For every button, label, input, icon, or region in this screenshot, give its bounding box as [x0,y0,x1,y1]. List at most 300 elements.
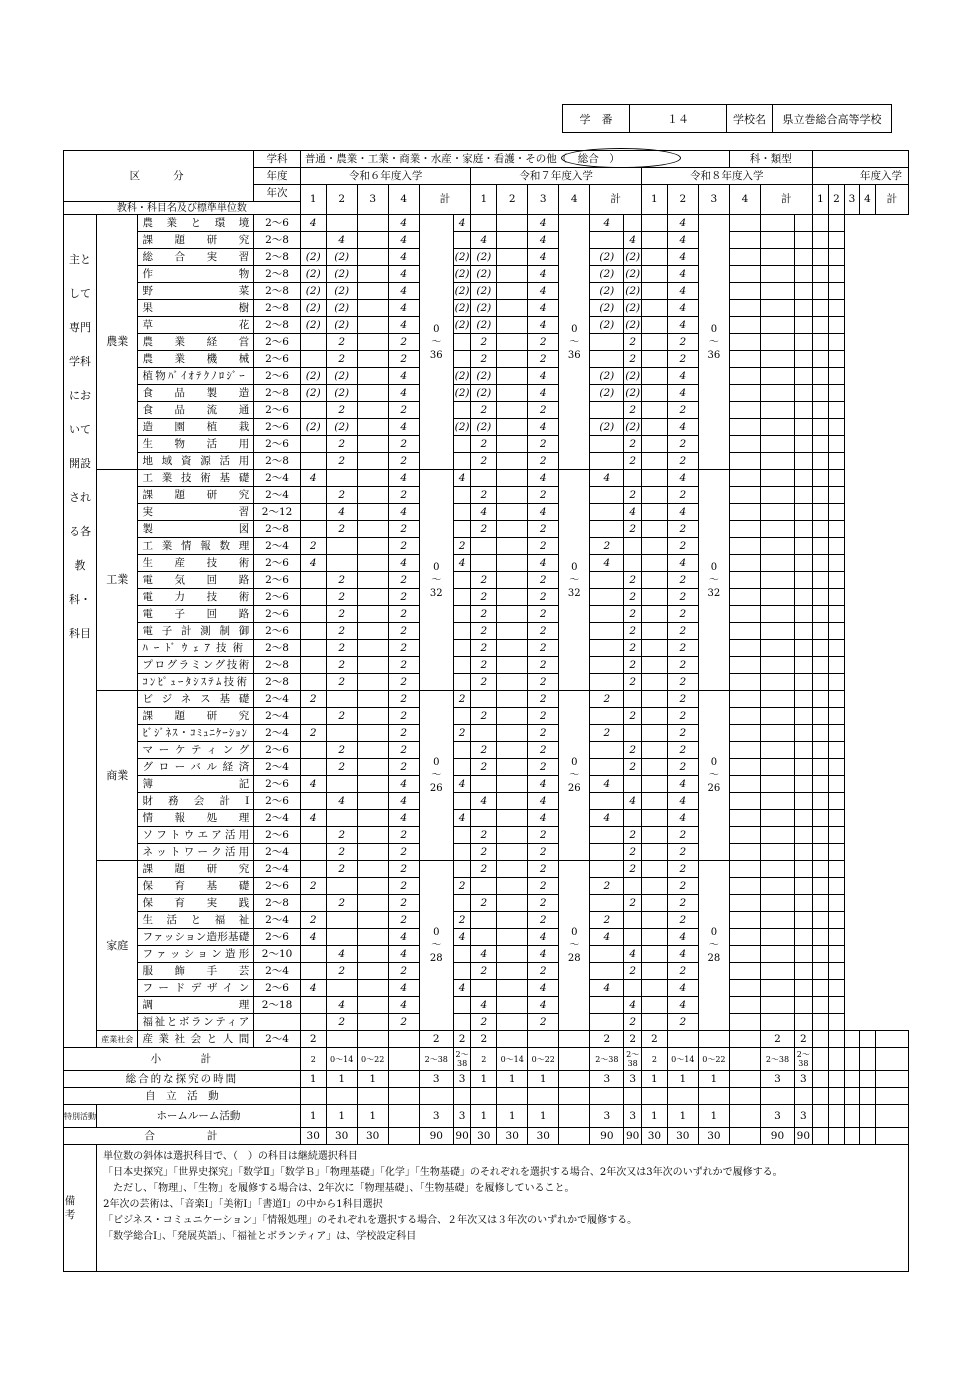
unit-cell: (2) [300,368,326,385]
unit-cell: 2 [667,521,698,538]
unit-cell: 2 [667,436,698,453]
unit-cell [641,861,667,878]
unit-cell: 2 [667,640,698,657]
unit-cell [590,402,624,419]
unit-cell [357,334,388,351]
unit-cell: 4 [667,776,698,793]
blank-cell [795,385,813,402]
total-cell: 1 [471,1105,497,1128]
blank-cell [812,623,829,640]
blank-cell [760,538,794,555]
grade-header: 1 [300,185,326,215]
unit-cell: 2 [326,402,357,419]
unit-cell [300,589,326,606]
unit-cell [641,555,667,572]
standard-units: 2～4 [254,1031,301,1048]
blank-cell [812,470,829,487]
blank-cell [812,946,829,963]
unit-cell [497,538,528,555]
unit-cell: 2 [388,402,419,419]
unit-cell: 2 [300,538,326,555]
unit-cell [300,895,326,912]
blank-cell [812,793,829,810]
year4-label: 年度入学 [812,168,908,185]
standard-units: 2～8 [254,232,301,249]
subject-name: 地域資源活用 [138,453,254,470]
unit-cell: (2) [590,249,624,266]
table-row [64,487,909,504]
unit-cell [453,1014,471,1031]
blank-cell [795,300,813,317]
blank-cell [760,878,794,895]
blank-cell [875,1105,908,1128]
unit-cell: 4 [528,215,559,232]
total-cell: 0～14 [667,1048,698,1071]
blank-cell [760,300,794,317]
unit-cell [453,487,471,504]
blank-cell [729,742,760,759]
unit-cell: 4 [300,470,326,487]
unit-cell: 2 [624,521,642,538]
school-label: 学校名 [727,105,773,133]
table-row [64,912,909,929]
unit-cell: 4 [528,419,559,436]
blank-cell [812,963,829,980]
unit-cell: (2) [590,385,624,402]
unit-cell: 2 [388,334,419,351]
unit-cell [590,742,624,759]
school-name: 県立巻総合高等学校 [773,105,892,133]
total-cell: 0～14 [326,1048,357,1071]
unit-cell [641,317,667,334]
blank-cell [729,691,760,708]
unit-cell [357,402,388,419]
range-value: 0 [433,561,440,573]
unit-cell: 2 [388,691,419,708]
blank-cell [729,657,760,674]
blank-cell [795,691,813,708]
unit-cell [326,470,357,487]
unit-cell [357,283,388,300]
unit-cell: 2 [326,640,357,657]
blank-cell [829,742,845,759]
unit-cell [453,623,471,640]
blank-cell [829,555,845,572]
unit-cell [590,232,624,249]
unit-cell [300,844,326,861]
table-row [64,793,909,810]
unit-cell: 2 [388,742,419,759]
subject-name: 工業技術基礎 [138,470,254,487]
unit-cell: (2) [326,419,357,436]
unit-cell [357,470,388,487]
unit-cell: 4 [528,368,559,385]
unit-cell: 2 [388,623,419,640]
blank-cell [760,555,794,572]
standard-units: 2～6 [254,776,301,793]
blank-cell [729,487,760,504]
table-row [64,402,909,419]
standard-units: 2～4 [254,810,301,827]
unit-cell: 2 [528,725,559,742]
unit-cell [357,300,388,317]
blank-cell [812,844,829,861]
unit-cell [453,572,471,589]
blank-cell [760,334,794,351]
unit-cell: 4 [300,776,326,793]
unit-cell: 2 [388,453,419,470]
unit-cell: 2 [471,606,497,623]
gakuban-value: １４ [630,105,727,133]
blank-cell [795,640,813,657]
blank-cell [829,487,845,504]
unit-cell [300,436,326,453]
total-cell: 30 [641,1128,667,1145]
blank-cell [812,402,829,419]
subject-name: 課題研究 [138,487,254,504]
unit-cell [590,895,624,912]
unit-cell [528,1031,559,1048]
unit-cell [357,810,388,827]
standard-units: 2～4 [254,725,301,742]
total-cell: 1 [698,1105,729,1128]
unit-cell: 2 [624,402,642,419]
unit-cell [641,657,667,674]
unit-cell: 4 [388,776,419,793]
unit-cell: 2 [667,623,698,640]
unit-cell [453,606,471,623]
unit-cell: 2 [326,606,357,623]
blank-cell [760,215,794,232]
blank-cell [812,912,829,929]
unit-cell [497,402,528,419]
blank-cell [812,249,829,266]
unit-cell [357,453,388,470]
range-value: ～ [431,574,442,586]
unit-cell: 2 [471,487,497,504]
unit-cell [357,555,388,572]
blank-cell [760,606,794,623]
standard-units: 2～8 [254,266,301,283]
table-row [64,1048,909,1071]
blank-cell [812,997,829,1014]
unit-cell: 4 [388,997,419,1014]
unit-cell [300,946,326,963]
blank-cell [812,334,829,351]
blank-cell [812,1088,829,1105]
unit-cell: (2) [471,419,497,436]
unit-cell [641,946,667,963]
unit-cell [590,606,624,623]
total-cell: 2～38 [624,1048,642,1071]
unit-cell: (2) [624,368,642,385]
blank-cell [812,368,829,385]
blank-cell [760,453,794,470]
unit-cell [497,980,528,997]
unit-cell: 4 [528,317,559,334]
tanq-label: 総合的な探究の時間 [64,1071,301,1088]
blank-cell [795,878,813,895]
unit-cell [471,776,497,793]
total-cell: 30 [698,1128,729,1145]
unit-cell [471,929,497,946]
blank-cell [729,1014,760,1031]
blank-cell [812,521,829,538]
unit-cell: 2 [453,878,471,895]
blank-cell [729,980,760,997]
blank-cell [760,912,794,929]
range-value: 32 [567,587,581,599]
unit-cell: 4 [624,232,642,249]
subject-name: ビジネス基礎 [138,691,254,708]
unit-cell [300,402,326,419]
range-value: ～ [569,940,580,951]
kei-header: 計 [875,185,908,215]
unit-cell: 2 [528,606,559,623]
unit-cell [497,283,528,300]
total-cell: 30 [497,1128,528,1145]
table-row [64,946,909,963]
unit-cell: 2 [528,453,559,470]
unit-cell: 2 [388,606,419,623]
unit-cell [497,895,528,912]
unit-cell: 4 [667,810,698,827]
standard-units: 2～8 [254,521,301,538]
blank-cell [829,1088,845,1105]
blank-cell [829,946,845,963]
unit-cell: 2 [590,691,624,708]
unit-cell: 4 [528,385,559,402]
unit-cell: 4 [667,266,698,283]
blank-cell [812,317,829,334]
unit-cell [497,691,528,708]
unit-cell: 2 [326,742,357,759]
range-cell [559,691,590,861]
subject-name: 工業情報数理 [138,538,254,555]
total-cell: 0～22 [528,1048,559,1071]
unit-cell: 2 [471,674,497,691]
biko-label: 備考 [64,1145,97,1272]
unit-cell: 2 [760,1031,794,1048]
table-row [64,929,909,946]
blank-cell [812,759,829,776]
blank-cell [729,793,760,810]
blank-cell [795,623,813,640]
unit-cell [453,334,471,351]
blank-cell [795,215,813,232]
blank-cell [760,708,794,725]
unit-cell [471,215,497,232]
unit-cell [590,844,624,861]
table-row [64,555,909,572]
curriculum-table [63,150,909,1272]
blank-cell [844,1031,860,1048]
blank-cell [795,861,813,878]
unit-cell: 4 [667,385,698,402]
blank-cell [812,861,829,878]
unit-cell: 4 [667,504,698,521]
range-value: 28 [707,953,721,964]
range-value: 0 [710,561,718,573]
total-cell: 2 [300,1048,326,1071]
blank-cell [829,300,845,317]
blank-cell [795,725,813,742]
unit-cell [326,691,357,708]
unit-cell [453,657,471,674]
blank-cell [760,844,794,861]
table-row [64,300,909,317]
blank-cell [729,453,760,470]
standard-units: 2～4 [254,963,301,980]
unit-cell: 4 [388,300,419,317]
total-cell [729,1048,760,1071]
unit-cell: 2 [528,657,559,674]
unit-cell: 4 [590,810,624,827]
table-row [64,1128,909,1145]
unit-cell: 4 [453,470,471,487]
standard-units: 2～8 [254,300,301,317]
unit-cell: 2 [326,759,357,776]
unit-cell [357,963,388,980]
unit-cell [590,521,624,538]
blank-cell [829,657,845,674]
blank-cell [812,385,829,402]
blank-cell [829,708,845,725]
unit-cell: 2 [667,861,698,878]
unit-cell: 2 [528,589,559,606]
table-row [64,725,909,742]
total-cell: 2～38 [453,1048,471,1071]
unit-cell: 2 [471,827,497,844]
unit-cell: 2 [667,708,698,725]
range-cell [419,691,453,861]
unit-cell: 2 [300,1031,326,1048]
ka-label: 科・類型 [729,151,812,168]
unit-cell: 4 [528,266,559,283]
blank-cell [795,844,813,861]
unit-cell: 2 [667,606,698,623]
blank-cell [844,1088,860,1105]
range-cell [419,861,453,1031]
range-value: 32 [707,587,721,599]
unit-cell [497,470,528,487]
blank-cell [760,402,794,419]
unit-cell [453,589,471,606]
subject-name: 課題研究 [138,232,254,249]
unit-cell: (2) [326,368,357,385]
unit-cell: 4 [590,555,624,572]
blank-cell [795,419,813,436]
unit-cell: 2 [528,640,559,657]
unit-cell: 2 [667,827,698,844]
unit-cell [590,640,624,657]
unit-cell: 2 [624,623,642,640]
side-kogyo-label: 工業 [97,470,138,691]
standard-units [254,1014,301,1031]
unit-cell: (2) [471,368,497,385]
blank-cell [760,640,794,657]
unit-cell [357,215,388,232]
range-cell [559,215,590,470]
grade-header: 2 [667,185,698,215]
unit-cell: 4 [528,249,559,266]
unit-cell: 4 [453,215,471,232]
blank-cell [729,895,760,912]
unit-cell [641,453,667,470]
table-row [64,1014,909,1031]
unit-cell: 2 [388,436,419,453]
unit-cell: (2) [453,249,471,266]
unit-cell [641,929,667,946]
standard-units: 2～4 [254,538,301,555]
kei-header: 計 [760,185,812,215]
total-cell [559,1071,590,1088]
blank-cell [760,436,794,453]
range-cell [559,861,590,1031]
unit-cell [357,504,388,521]
unit-cell: 2 [388,521,419,538]
unit-cell: (2) [326,385,357,402]
unit-cell [497,453,528,470]
unit-cell [300,827,326,844]
unit-cell: 2 [471,640,497,657]
header-table [562,104,892,133]
unit-cell [300,334,326,351]
table-row [64,810,909,827]
blank-cell [729,402,760,419]
unit-cell [497,385,528,402]
biko-text [97,1145,909,1272]
blank-cell [729,929,760,946]
blank-cell [729,878,760,895]
unit-cell [453,436,471,453]
blank-cell [844,1048,860,1071]
standard-units: 2～8 [254,385,301,402]
table-row [64,623,909,640]
nenji-label: 年次 [254,185,301,202]
unit-cell: 2 [471,708,497,725]
subject-name: 電力技術 [138,589,254,606]
unit-cell: 2 [388,759,419,776]
blank-cell [729,521,760,538]
blank-cell [812,300,829,317]
total-cell [388,1048,419,1071]
table-row [64,878,909,895]
unit-cell [641,827,667,844]
total-cell: 2 [471,1048,497,1071]
blank-cell [760,657,794,674]
table-row [64,997,909,1014]
unit-cell: 2 [471,589,497,606]
total-cell [559,1048,590,1071]
blank-cell [760,895,794,912]
unit-cell [453,827,471,844]
unit-cell [357,538,388,555]
subject-name: 生産技術 [138,555,254,572]
unit-cell [590,946,624,963]
unit-cell: 4 [590,980,624,997]
unit-cell: 4 [667,232,698,249]
total-cell [729,1128,760,1145]
unit-cell [357,776,388,793]
unit-cell: 4 [667,368,698,385]
unit-cell [497,708,528,725]
total-cell: 1 [528,1105,559,1128]
unit-cell [357,589,388,606]
blank-cell [812,1128,829,1145]
unit-cell [590,572,624,589]
range-value: 0 [571,757,578,768]
